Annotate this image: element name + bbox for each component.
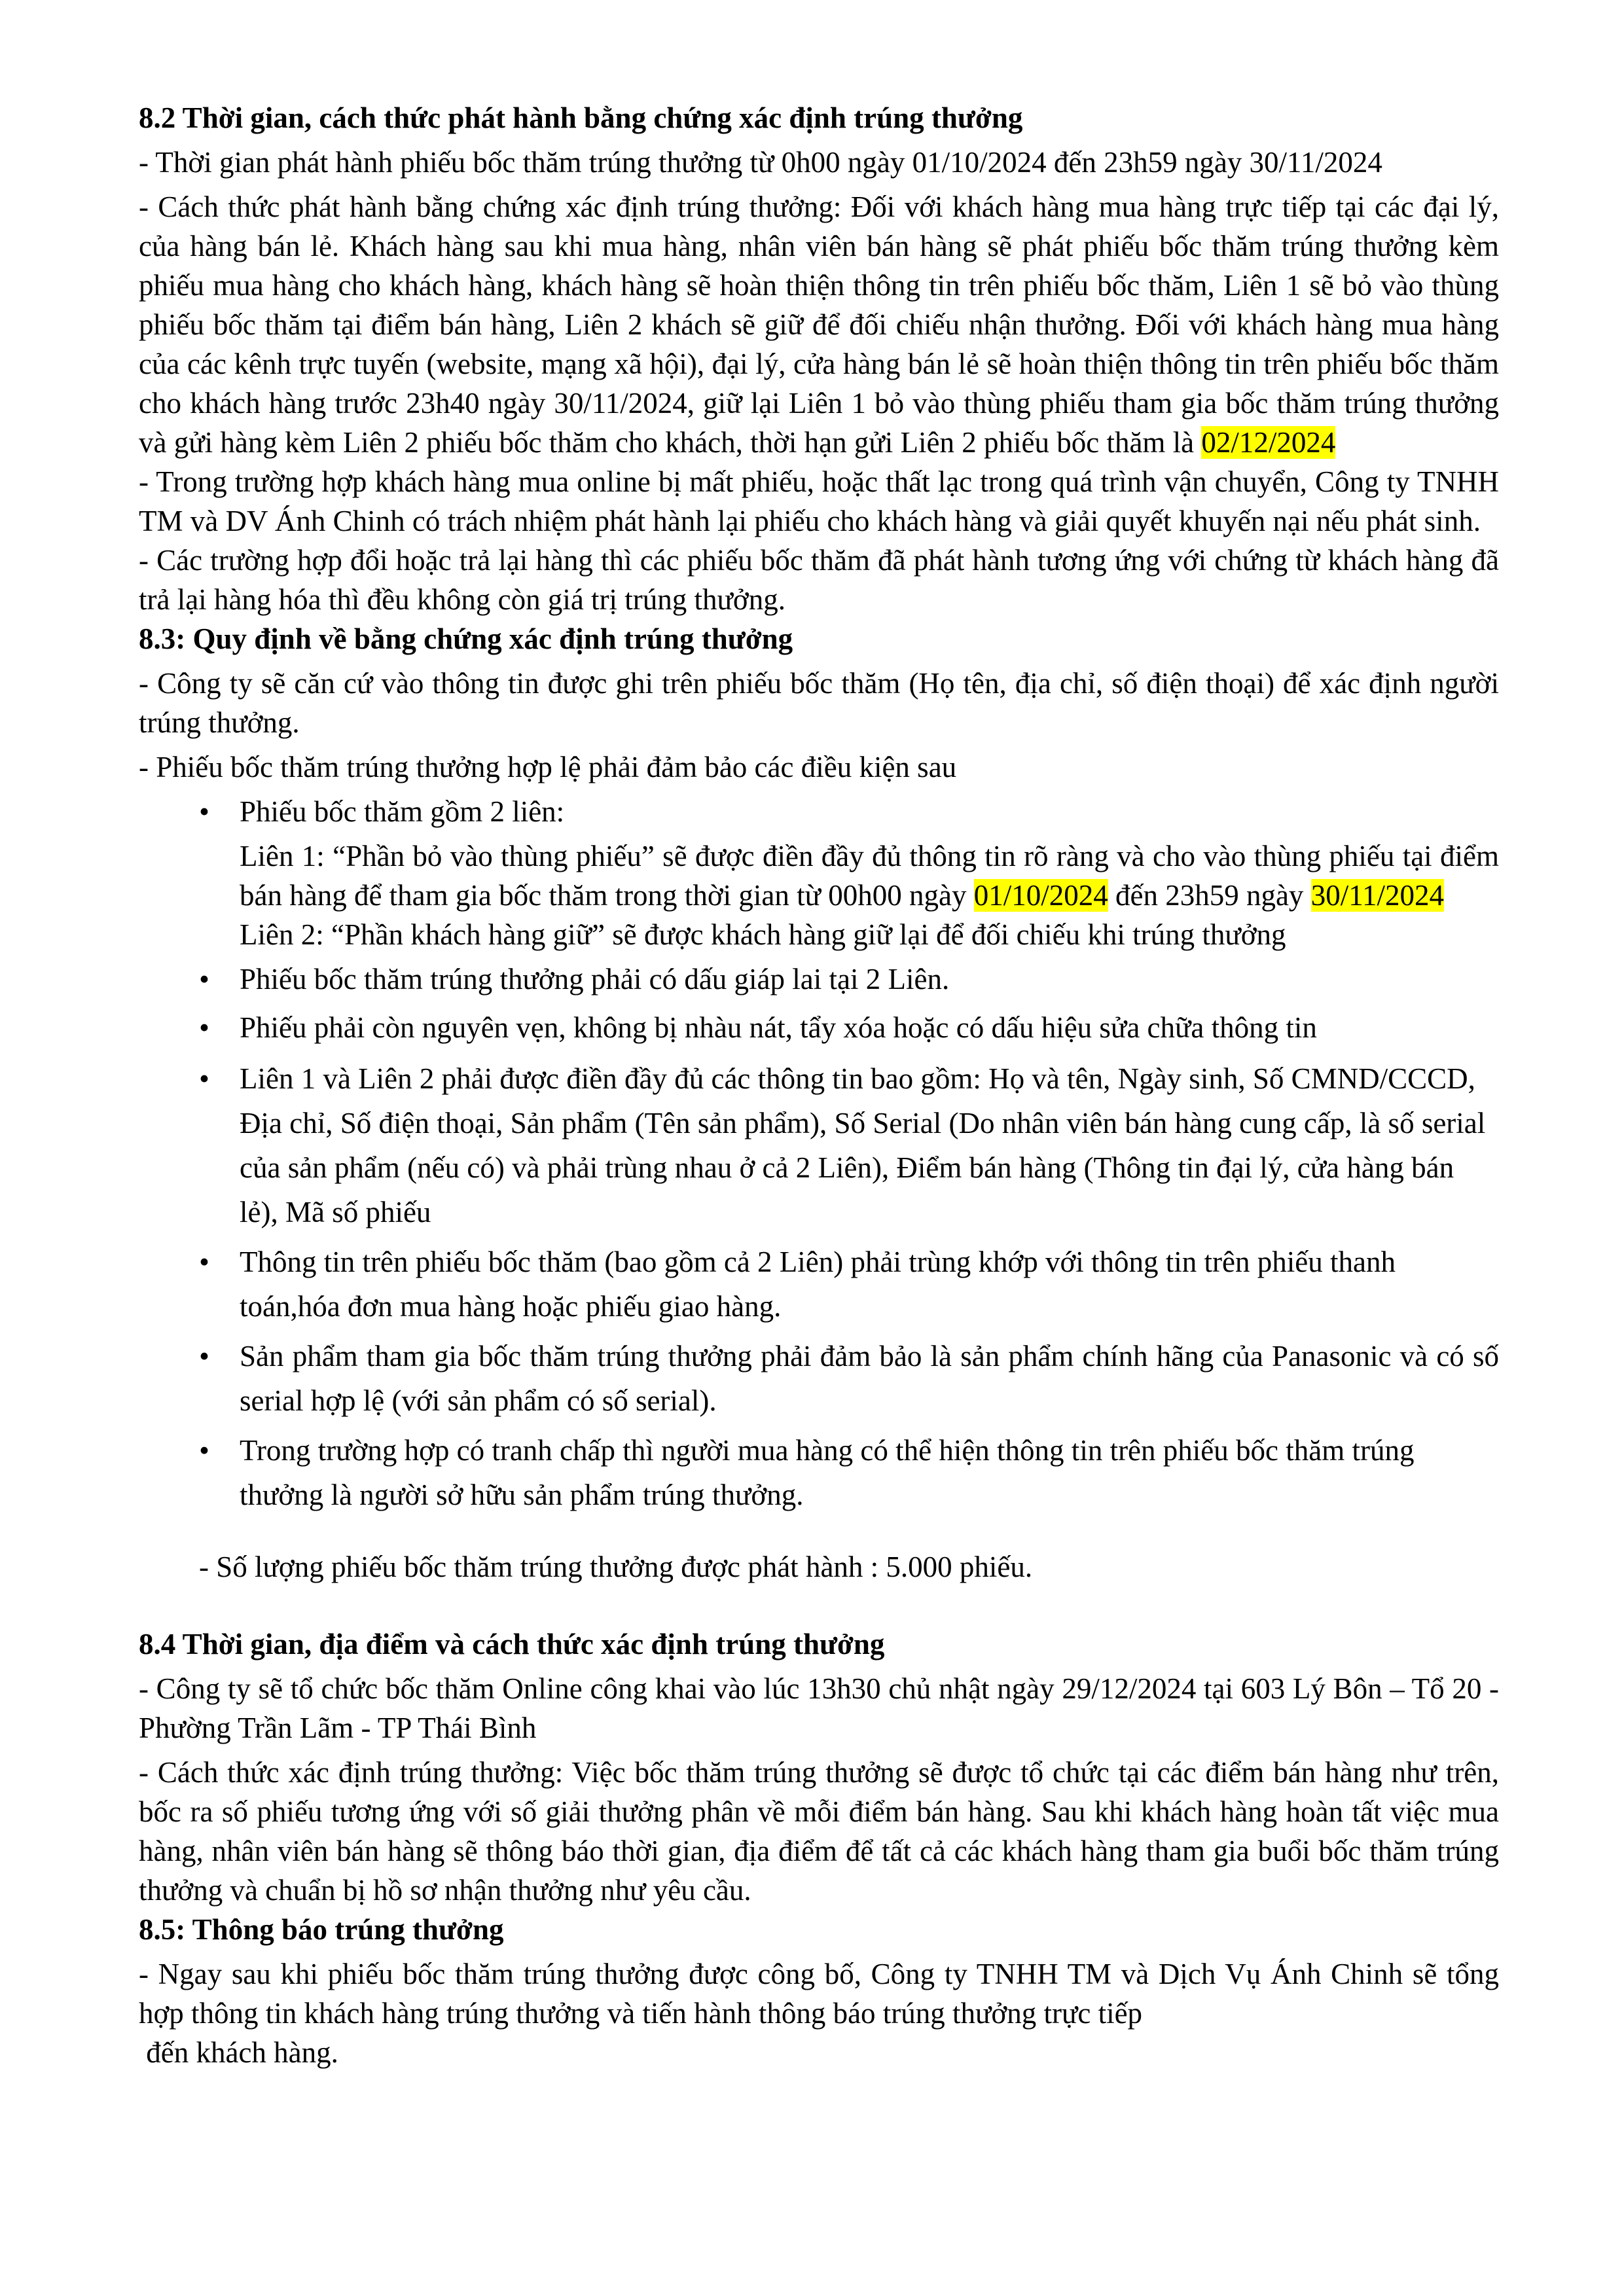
list-item bbox=[139, 960, 1499, 999]
section-8-5-notice-cont: đến khách hàng. bbox=[139, 2036, 338, 2069]
bullet-icon: • bbox=[199, 1246, 209, 1278]
part-1-text-mid: đến 23h59 ngày bbox=[1108, 879, 1311, 912]
bullet-icon: • bbox=[199, 1062, 209, 1095]
list-item-text: Phiếu bốc thăm trúng thưởng phải có dấu giáp lai tại 2 Liên. bbox=[240, 963, 950, 996]
section-8-3-heading: 8.3: Quy định về bằng chứng xác định trúng thưởng bbox=[139, 622, 793, 655]
ticket-part-2: Liên 2: “Phần khách hàng giữ” sẽ được khách hàng giữ lại để đối chiếu khi trúng thưởng bbox=[240, 918, 1286, 951]
section-8-4-heading: 8.4 Thời gian, địa điểm và cách thức xác định trúng thưởng bbox=[139, 1628, 885, 1660]
part-1-text: Liên 1: “Phần bỏ vào thùng phiếu” sẽ được điền đầy đủ thông tin rõ ràng và cho vào thùng phiếu tại điểm bán hàng để tham gia bốc thăm trong thời gian từ 00h00 ngày bbox=[240, 840, 1499, 912]
ticket-quantity: - Số lượng phiếu bốc thăm trúng thưởng được phát hành : 5.000 phiếu. bbox=[199, 1551, 1033, 1583]
section-8-4-method: - Cách thức xác định trúng thưởng: Việc bốc thăm trúng thưởng sẽ được tổ chức tại các điểm bán hàng như trên, bốc ra số phiếu tương ứng với số giải thưởng phân về mỗi điểm bán hàng. Sau khi khách hàng hoàn tất việc mua hàng, nhân viên bán hàng sẽ thông báo thời gian, địa điểm để tất cả các khách hàng tham gia buổi bốc thăm trúng thưởng và chuẩn bị hồ sơ nhận thưởng như yêu cầu. bbox=[139, 1756, 1499, 1907]
highlighted-date: 30/11/2024 bbox=[1310, 879, 1445, 912]
list-item bbox=[139, 1008, 1499, 1047]
section-8-5-heading: 8.5: Thông báo trúng thưởng bbox=[139, 1913, 504, 1946]
document-body bbox=[139, 98, 1499, 2072]
bullet-icon: • bbox=[199, 795, 209, 828]
bullet-icon: • bbox=[199, 1011, 209, 1044]
section-8-2-issue-method bbox=[139, 187, 1499, 462]
section-8-3-conditions-intro: - Phiếu bốc thăm trúng thưởng hợp lệ phải đảm bảo các điều kiện sau bbox=[139, 751, 957, 783]
section-8-2-lost-ticket: - Trong trường hợp khách hàng mua online bị mất phiếu, hoặc thất lạc trong quá trình vận chuyển, Công ty TNHH TM và DV Ánh Chinh có trách nhiệm phát hành lại phiếu cho khách hàng và giải quyết khuyến nại nếu phát sinh. bbox=[139, 465, 1499, 537]
list-item bbox=[139, 1334, 1499, 1423]
bullet-icon: • bbox=[199, 1340, 209, 1372]
ticket-part-1 bbox=[240, 836, 1499, 915]
list-item bbox=[139, 1056, 1499, 1234]
list-item-text: Phiếu phải còn nguyên vẹn, không bị nhàu nát, tẩy xóa hoặc có dấu hiệu sửa chữa thông tin bbox=[240, 1011, 1317, 1044]
section-8-2-returns: - Các trường hợp đổi hoặc trả lại hàng thì các phiếu bốc thăm đã phát hành tương ứng với chứng từ khách hàng đã trả lại hàng hóa thì đều không còn giá trị trúng thưởng. bbox=[139, 544, 1499, 616]
section-8-2-issue-period: - Thời gian phát hành phiếu bốc thăm trúng thưởng từ 0h00 ngày 01/10/2024 đến 23h59 ngày 30/11/2024 bbox=[139, 146, 1382, 179]
list-item-text: Liên 1 và Liên 2 phải được điền đầy đủ các thông tin bao gồm: Họ và tên, Ngày sinh, Số CMND/CCCD, Địa chỉ, Số điện thoại, Sản phẩm (Tên sản phẩm), Số Serial (Do nhân viên bán hàng cung cấp, là số serial của sản phẩm (nếu có) và phải trùng nhau ở cả 2 Liên), Điểm bán hàng (Thông tin đại lý, cửa hàng bán lẻ), Mã số phiếu bbox=[240, 1062, 1486, 1229]
list-item bbox=[139, 1428, 1499, 1517]
list-item-text: Trong trường hợp có tranh chấp thì người mua hàng có thể hiện thông tin trên phiếu bốc thăm trúng thưởng là người sở hữu sản phẩm trúng thưởng. bbox=[240, 1434, 1415, 1511]
bullet-icon: • bbox=[199, 963, 209, 996]
issue-method-text: - Cách thức phát hành bằng chứng xác định trúng thưởng: Đối với khách hàng mua hàng trực tiếp tại các đại lý, của hàng bán lẻ. Khách hàng sau khi mua hàng, nhân viên bán hàng sẽ phát phiếu bốc thăm trúng thưởng kèm phiếu mua hàng cho khách hàng, khách hàng sẽ hoàn thiện thông tin trên phiếu bốc thăm, Liên 1 sẽ bỏ vào thùng phiếu bốc thăm tại điểm bán hàng, Liên 2 khách sẽ giữ để đối chiếu nhận thưởng. Đối với khách hàng mua hàng của các kênh trực tuyến (website, mạng xã hội), đại lý, cửa hàng bán lẻ sẽ hoàn thiện thông tin trên phiếu bốc thăm cho khách hàng trước 23h40 ngày 30/11/2024, giữ lại Liên 1 bỏ vào thùng phiếu tham gia bốc thăm trúng thưởng và gửi hàng kèm Liên 2 phiếu bốc thăm cho khách, thời hạn gửi Liên 2 phiếu bốc thăm là bbox=[139, 190, 1499, 459]
list-item bbox=[139, 792, 1499, 954]
highlighted-date: 02/12/2024 bbox=[1201, 426, 1336, 459]
highlighted-date: 01/10/2024 bbox=[973, 879, 1108, 912]
section-8-2-heading: 8.2 Thời gian, cách thức phát hành bằng chứng xác định trúng thưởng bbox=[139, 101, 1023, 134]
list-item-text: Sản phẩm tham gia bốc thăm trúng thưởng phải đảm bảo là sản phẩm chính hãng của Panasonic và có số serial hợp lệ (với sản phẩm có số serial). bbox=[240, 1340, 1499, 1417]
list-item-text: Thông tin trên phiếu bốc thăm (bao gồm cả 2 Liên) phải trùng khớp với thông tin trên phiếu thanh toán,hóa đơn mua hàng hoặc phiếu giao hàng. bbox=[240, 1246, 1396, 1323]
list-item bbox=[139, 1240, 1499, 1329]
section-8-5-notice: - Ngay sau khi phiếu bốc thăm trúng thưởng được công bố, Công ty TNHH TM và Dịch Vụ Ánh Chinh sẽ tổng hợp thông tin khách hàng trúng thưởng và tiến hành thông báo trúng thưởng trực tiếp bbox=[139, 1958, 1499, 2030]
ticket-parts-title: Phiếu bốc thăm gồm 2 liên: bbox=[240, 795, 565, 828]
bullet-icon: • bbox=[199, 1434, 209, 1467]
conditions-list bbox=[139, 792, 1499, 1517]
section-8-4-draw-event: - Công ty sẽ tổ chức bốc thăm Online công khai vào lúc 13h30 chủ nhật ngày 29/12/2024 tại 603 Lý Bôn – Tổ 20 - Phường Trần Lãm - TP Thái Bình bbox=[139, 1672, 1499, 1744]
section-8-3-basis: - Công ty sẽ căn cứ vào thông tin được ghi trên phiếu bốc thăm (Họ tên, địa chỉ, số điện thoại) để xác định người trúng thưởng. bbox=[139, 667, 1499, 739]
